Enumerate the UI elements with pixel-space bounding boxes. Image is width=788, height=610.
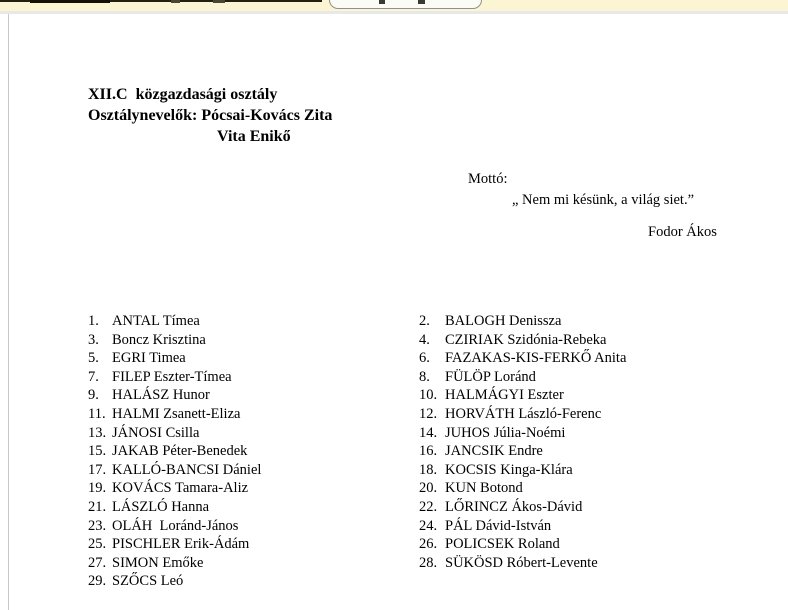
student-name: BALOGH Denissza <box>445 313 562 329</box>
student-row <box>419 406 626 425</box>
cutoff-dropdown-button[interactable] <box>329 0 482 9</box>
student-name: LÁSZLÓ Hanna <box>112 498 210 515</box>
student-name: SZŐCS Leó <box>112 573 184 590</box>
student-row <box>419 350 626 369</box>
student-number: 24. <box>419 517 438 534</box>
student-number: 15. <box>88 443 107 460</box>
student-name: SIMON Emőke <box>112 554 204 571</box>
student-name: HALMI Zsanett-Eliza <box>112 405 241 422</box>
student-number: 12. <box>419 405 438 422</box>
student-row <box>419 499 626 518</box>
student-number: 20. <box>419 480 438 497</box>
student-number: 22. <box>419 498 438 515</box>
student-number: 26. <box>419 536 438 553</box>
student-number: 2. <box>419 313 430 329</box>
student-number: 9. <box>88 387 99 404</box>
student-number: 4. <box>419 331 430 348</box>
student-number: 21. <box>88 498 107 515</box>
toolbar-bottom-edge <box>0 11 788 14</box>
student-row <box>88 350 261 369</box>
student-name: JANCSIK Endre <box>445 443 543 460</box>
student-name: KOCSIS Kinga-Klára <box>445 461 573 478</box>
student-name: FÜLÖP Loránd <box>445 368 536 385</box>
student-row <box>419 518 626 537</box>
student-row <box>88 369 261 388</box>
student-row <box>88 406 261 425</box>
class-teachers-line: Osztálynevelők: Pócsai-Kovács Zita <box>88 107 333 124</box>
student-name: SÜKÖSD Róbert-Levente <box>445 554 598 571</box>
student-name: FILEP Eszter-Tímea <box>112 368 232 385</box>
student-name: LŐRINCZ Ákos-Dávid <box>445 498 583 515</box>
student-name: HALMÁGYI Eszter <box>445 387 564 404</box>
student-name: KOVÁCS Tamara-Aliz <box>112 480 249 497</box>
student-list-left-column <box>88 313 261 592</box>
student-number: 5. <box>88 350 99 367</box>
cutoff-toolbar-fragment <box>30 0 110 3</box>
student-row <box>88 425 261 444</box>
student-row <box>419 332 626 351</box>
student-row <box>419 387 626 406</box>
student-number: 14. <box>419 424 438 441</box>
motto-quote: „ Nem mi késünk, a világ siet.” <box>512 192 695 208</box>
student-name: PÁL Dávid-István <box>445 517 552 534</box>
student-list-right-column <box>419 313 626 573</box>
student-row <box>88 313 261 332</box>
student-number: 7. <box>88 368 99 385</box>
student-row <box>419 425 626 444</box>
student-number: 10. <box>419 387 438 404</box>
student-row <box>419 313 626 332</box>
student-number: 3. <box>88 331 99 348</box>
student-name: KUN Botond <box>445 480 523 497</box>
student-number: 19. <box>88 480 107 497</box>
class-teacher-second: Vita Enikő <box>217 128 291 145</box>
student-number: 17. <box>88 461 107 478</box>
student-row <box>88 499 261 518</box>
student-name: JUHOS Júlia-Noémi <box>445 424 566 441</box>
student-number: 27. <box>88 554 107 571</box>
student-number: 18. <box>419 461 438 478</box>
student-name: ANTAL Tímea <box>112 313 200 329</box>
student-number: 25. <box>88 536 107 553</box>
student-name: JÁNOSI Csilla <box>112 424 200 441</box>
student-row <box>88 555 261 574</box>
motto-author: Fodor Ákos <box>648 224 717 240</box>
student-number: 16. <box>419 443 438 460</box>
student-name: POLICSEK Roland <box>445 536 560 553</box>
student-row <box>88 387 261 406</box>
student-row <box>419 369 626 388</box>
student-row <box>88 480 261 499</box>
student-name: FAZAKAS-KIS-FERKŐ Anita <box>445 350 627 367</box>
student-row <box>88 443 261 462</box>
student-row <box>419 462 626 481</box>
student-row <box>88 462 261 481</box>
student-number: 8. <box>419 368 430 385</box>
student-number: 29. <box>88 573 107 590</box>
student-number: 28. <box>419 554 438 571</box>
student-name: KALLÓ-BANCSI Dániel <box>112 461 262 478</box>
cutoff-button-glyph <box>379 0 385 4</box>
cutoff-text-glyph <box>213 0 225 3</box>
student-number: 6. <box>419 350 430 367</box>
student-name: CZIRIAK Szidónia-Rebeka <box>445 331 607 348</box>
student-number: 11. <box>88 405 106 422</box>
student-name: OLÁH Loránd-János <box>112 517 239 534</box>
student-name: Boncz Krisztina <box>112 331 206 348</box>
student-name: JAKAB Péter-Benedek <box>112 443 248 460</box>
student-row <box>419 443 626 462</box>
student-name: EGRI Timea <box>112 350 186 367</box>
student-row <box>88 518 261 537</box>
student-name: HORVÁTH László-Ferenc <box>445 405 602 422</box>
student-name: HALÁSZ Hunor <box>112 387 210 404</box>
class-title: XII.C közgazdasági osztály <box>88 86 278 103</box>
student-row <box>88 332 261 351</box>
student-row <box>419 536 626 555</box>
student-row <box>88 536 261 555</box>
student-number: 1. <box>88 313 99 329</box>
cutoff-text-glyph <box>171 0 180 3</box>
student-row <box>419 555 626 574</box>
motto-label: Mottó: <box>468 171 508 187</box>
student-number: 13. <box>88 424 107 441</box>
page-left-border <box>8 14 9 610</box>
student-row <box>88 573 261 592</box>
student-name: PISCHLER Erik-Ádám <box>112 536 250 553</box>
cutoff-button-glyph <box>418 0 425 4</box>
student-number: 23. <box>88 517 107 534</box>
student-row <box>419 480 626 499</box>
